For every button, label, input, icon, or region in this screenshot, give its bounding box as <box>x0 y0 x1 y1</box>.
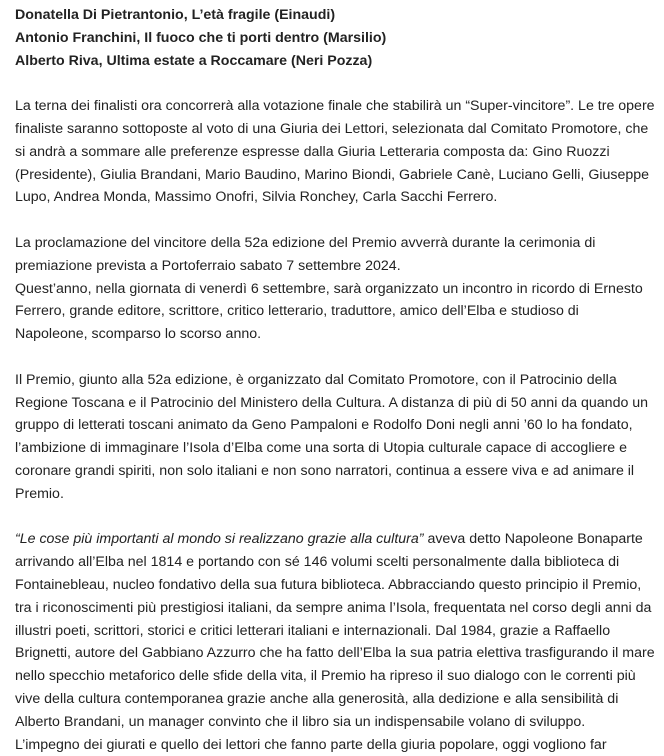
paragraph-spacer <box>15 506 655 529</box>
napoleone-quote: “Le cose più importanti al mondo si realizzano grazie alla cultura” <box>15 531 424 547</box>
finalist-item: Donatella Di Pietrantonio, L’età fragile (Einaudi) <box>15 4 655 27</box>
paragraph-spacer <box>15 346 655 369</box>
paragraph-ceremony: La proclamazione del vincitore della 52a edizione del Premio avverrà durante la cerimonia di premiazione prevista a Portoferraio sabato 7 settembre 2024. <box>15 232 655 278</box>
article-body <box>15 4 655 756</box>
finalist-item: Antonio Franchini, Il fuoco che ti porti dentro (Marsilio) <box>15 27 655 50</box>
finalist-item: Alberto Riva, Ultima estate a Roccamare (Neri Pozza) <box>15 50 655 73</box>
paragraph-napoleone-text: aveva detto Napoleone Bonaparte arrivando all’Elba nel 1814 e portando con sé 146 volumi scelti personalmente dalla biblioteca di Fontainebleau, nucleo fondativo della sua futura biblioteca. Abbracciando questo principio il Premio, tra i riconoscimenti più prestigiosi italiani, da sempre anima l’Isola, frequentata nel corso degli anni da illustri poeti, scrittori, storici e critici letterari italiani e internazionali. Dal 1984, grazie a Raffaello Brignetti, autore del Gabbiano Azzurro che ha fatto dell’Elba la sua patria elettiva trasfigurando il mare nello specchio metaforico delle sfide della vita, il Premio ha ripreso il suo dialogo con le correnti più vive della cultura contemporanea grazie anche alla generosità, alla dedizione e alla sensibilità di Alberto Brandani, un manager convinto che il libro sia un indispensabile volano di sviluppo. <box>15 531 655 729</box>
paragraph-premio: Il Premio, giunto alla 52a edizione, è organizzato dal Comitato Promotore, con il Patrocinio della Regione Toscana e il Patrocinio del Ministero della Cultura. A distanza di più di 50 anni da quando un gruppo di letterati toscani animato da Geno Pampaloni e Rodolfo Doni negli anni ’60 lo ha fondato, l’ambizione di immaginare l’Isola d’Elba come una sorta di Utopia culturale capace di accogliere e coronare grandi spiriti, non solo italiani e non sono narratori, continua a essere viva e ad animare il Premio. <box>15 369 655 506</box>
paragraph-ferrero: Quest’anno, nella giornata di venerdì 6 settembre, sarà organizzato un incontro in ricordo di Ernesto Ferrero, grande editore, scrittore, critico letterario, traduttore, amico dell’Elba e studioso di Napoleone, scomparso lo scorso anno. <box>15 278 655 346</box>
finalists-list <box>15 4 655 72</box>
paragraph-impegno: L’impegno dei giurati e quello dei lettori che fanno parte della giuria popolare, oggi vogliono far <box>15 734 655 756</box>
paragraph-vote: La terna dei finalisti ora concorrerà alla votazione finale che stabilirà un “Super-vincitore”. Le tre opere finaliste saranno sottoposte al voto di una Giuria dei Lettori, selezionata dal Comitato Promotore, che si andrà a sommare alle preferenze espresse dalla Giuria Letteraria composta da: Gino Ruozzi (Presidente), Giulia Brandani, Mario Baudino, Marino Biondi, Gabriele Canè, Luciano Gelli, Giuseppe Lupo, Andrea Monda, Massimo Onofri, Silvia Ronchey, Carla Sacchi Ferrero. <box>15 95 655 209</box>
paragraph-napoleone <box>15 528 655 733</box>
paragraph-spacer <box>15 72 655 95</box>
paragraph-spacer <box>15 209 655 232</box>
